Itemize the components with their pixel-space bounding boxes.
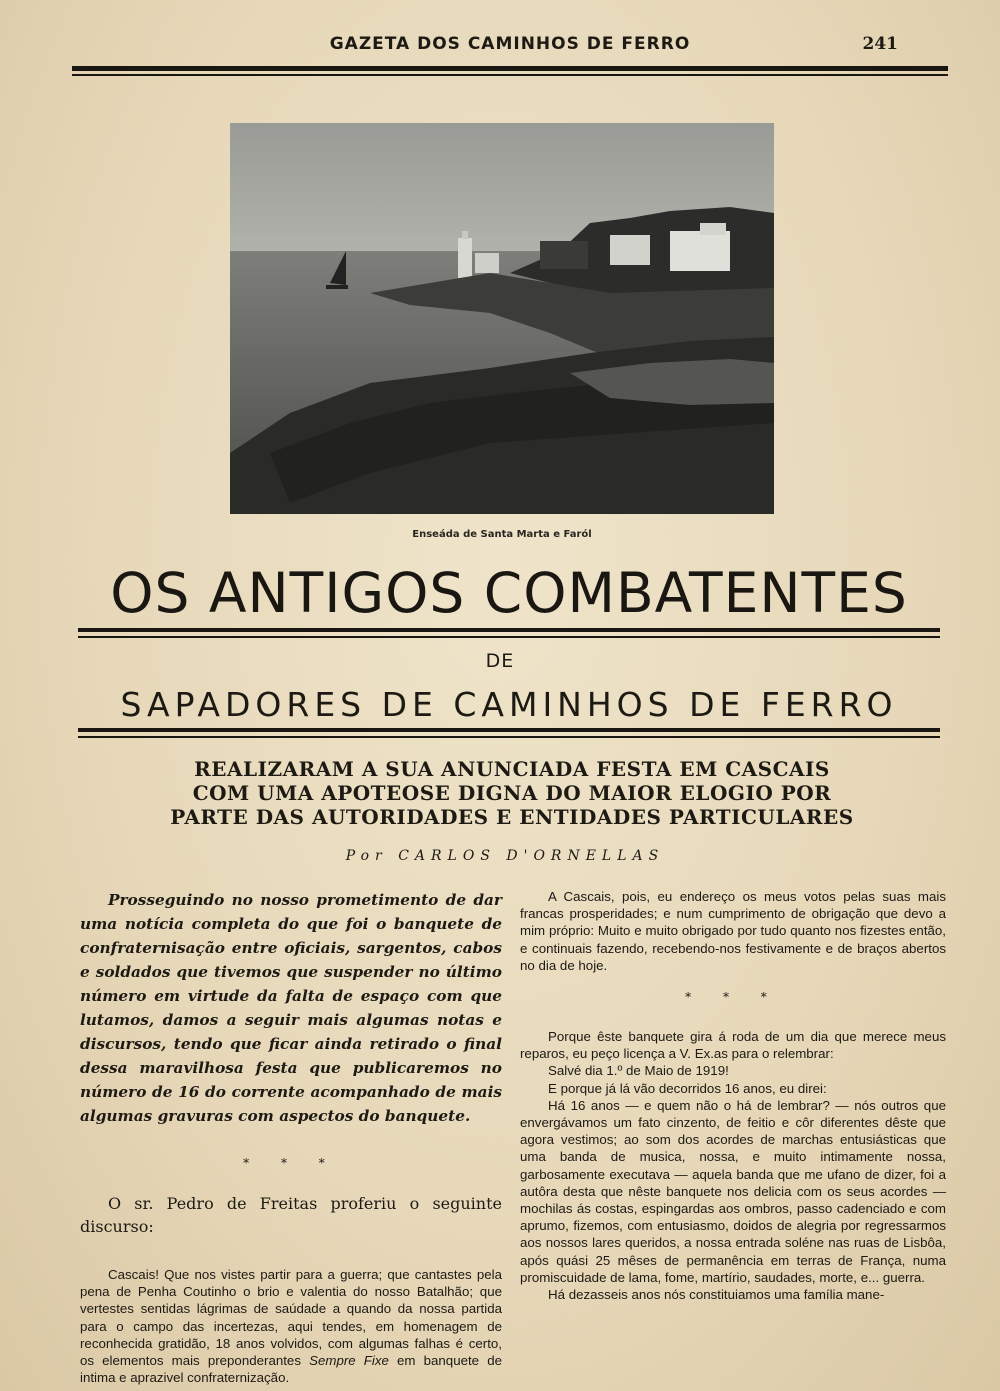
section-separator: * * * [685,990,781,1005]
lead-paragraph: Prosseguindo no nosso prometimento de dar uma notícia completa do que foi o banquete de confraternisação entre oficiais, sargentos, cabos e soldados que tivemos que suspender no último número em virtude da falta de espaço com que lutamos, damos a seguir mais algumas notas e discursos, tendo que ficar ainda retirado o final dessa maravilhosa festa que publicaremos no número de 16 do corrente acompanhado de mais algumas gravuras com aspectos do banquete. [80,891,502,1125]
author-byline: Por CARLOS D'ORNELLAS [345,848,665,864]
photo-santa-marta-bay [230,123,774,514]
page-number: 241 [862,34,898,54]
header-rule-top [72,66,948,71]
title-rule-2a [78,728,940,732]
section-separator: * * * [243,1156,339,1170]
title-rule-1a [78,628,940,632]
speech-text: Cascais! Que nos vistes partir para a guerra; que cantastes pela pena de Penha Coutinho o brio e valentia do nosso Batalhão; que vertestes sentidas lágrimas de saúdade a quando da nossa partida para o campo das incertezas, aqui tendes, em homenagem de reconhecida gratidão, 18 anos volvidos, com algumas falhas é certo, os elementos mais preponderantes [80,1267,502,1369]
paragraph: Salvé dia 1.º de Maio de 1919! [548,1063,729,1079]
article-title-line1: OS ANTIGOS COMBATENTES [110,561,908,625]
paragraph: A Cascais, pois, eu endereço os meus votos pelas suas mais francas prosperidades; e num cumprimento de obrigação que devo a mim próprio: Muito e muito obrigado por tudo quanto nos fizestes então, e continuais fazendo, recebendo-nos festivamente e de braços abertos no dia de hoje. [520,889,946,973]
article-title-connector: DE [485,650,515,672]
paragraph: Porque êste banquete gira á roda de um dia que merece meus reparos, eu peço licença a V. Ex.as para o relembrar: [520,1029,946,1062]
publication-title: GAZETA DOS CAMINHOS DE FERRO [329,34,691,54]
speech-emphasis: Sempre Fixe [309,1353,389,1369]
right-column [520,888,946,1303]
subhead-line: PARTE DAS AUTORIDADES E ENTIDADES PARTICULARES [170,805,854,829]
header-rule-bottom [72,74,948,76]
article-subheadline [150,757,874,829]
photo-caption: Enseáda de Santa Marta e Faról [412,529,592,540]
paragraph: Há 16 anos — e quem não o há de lembrar? — nós outros que envergávamos um fato cinzento, de feitio e côr diferentes dêste que agora vestimos; ao som dos acordes de marchas entusiásticas que uma banda de musica, nossa, e muito intimamente nossa, garbosamente executava — aquela banda que me ufano de dizer, foi a autôra desta que nêste banquete nos delicia com os seus acordes — mochilas ás costas, espingardas aos ombros, passo cadenciado e com aprumo, fizemos, com entusiasmo, doidos de alegria por regressarmos aos nossos lares queridos, a nossa entrada soléne nas ruas de Lisbôa, após quási 25 mêses de permanência em terras de França, numa promiscuidade de lama, fome, martírio, saudades, morte, e... guerra. [520,1097,946,1285]
subhead-line: REALIZARAM A SUA ANUNCIADA FESTA EM CASCAIS [194,757,830,781]
running-header [72,34,948,58]
paragraph: Há dezasseis anos nós constituiamos uma família mane- [548,1287,885,1303]
speech-text-end: em banquete de intima e aprazivel confraternização. [80,1353,502,1386]
speech-paragraph [80,1266,502,1386]
article-title-line2: SAPADORES DE CAMINHOS DE FERRO [120,685,898,724]
speech-intro: O sr. Pedro de Freitas proferiu o seguinte discurso: [80,1194,502,1236]
title-rule-2b [78,736,940,738]
left-column [80,888,502,1386]
paragraph: E porque já lá vão decorridos 16 anos, eu direi: [548,1080,827,1096]
title-rule-1b [78,636,940,638]
photo-illustration [230,123,774,514]
subhead-line: COM UMA APOTEOSE DIGNA DO MAIOR ELOGIO POR [192,781,832,805]
